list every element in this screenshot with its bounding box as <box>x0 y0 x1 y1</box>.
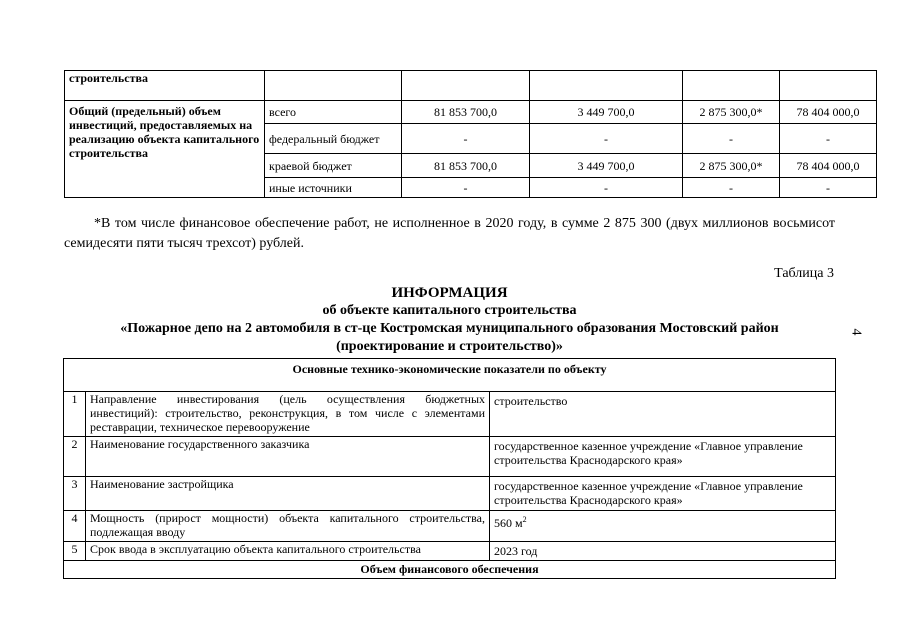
info-title: ИНФОРМАЦИЯ <box>391 285 508 301</box>
financing-main-label: Общий (предельный) объем инвестиций, предоставляемых на реализацию объекта капитального строительства <box>65 101 265 198</box>
row-value: государственное казенное учреждение «Главное управление строительства Краснодарского края» <box>490 477 836 511</box>
info-object-name: «Пожарное депо на 2 автомобиля в ст-це Костромская муниципального образования Мостовский район <box>120 321 779 336</box>
row-number: 2 <box>64 437 86 477</box>
footnote <box>64 214 835 254</box>
table-row <box>64 437 836 477</box>
row-name: Срок ввода в эксплуатацию объекта капитального строительства <box>86 542 490 561</box>
indicators-table <box>63 358 836 579</box>
capacity-value: 560 м <box>494 516 523 530</box>
row-name: Направление инвестирования (цель осуществления бюджетных инвестиций): строительство, реконструкция, в том числе с элементами реставрации, техническое перевооружение <box>86 392 490 437</box>
table-cell: - <box>530 124 683 154</box>
row-number: 4 <box>64 511 86 542</box>
row-number: 3 <box>64 477 86 511</box>
financing-table <box>64 70 877 198</box>
info-heading <box>64 284 835 356</box>
table-cell: 81 853 700,0 <box>402 154 530 178</box>
table-cell: - <box>780 178 877 198</box>
table-cell: 81 853 700,0 <box>402 101 530 124</box>
table-row <box>64 477 836 511</box>
table-cell: - <box>683 178 780 198</box>
unit-superscript: 2 <box>522 515 527 524</box>
table-row <box>64 511 836 542</box>
row-name: Наименование застройщика <box>86 477 490 511</box>
source-label: краевой бюджет <box>265 154 402 178</box>
row-name: Мощность (прирост мощности) объекта капитального строительства, подлежащая вводу <box>86 511 490 542</box>
row-number: 5 <box>64 542 86 561</box>
row-value: строительство <box>490 392 836 437</box>
table-cell: - <box>402 124 530 154</box>
row-value: государственное казенное учреждение «Главное управление строительства Краснодарского края» <box>490 437 836 477</box>
table-cell: - <box>683 124 780 154</box>
table-cell: 2 875 300,0* <box>683 101 780 124</box>
table-cell: - <box>780 124 877 154</box>
table-cell: 3 449 700,0 <box>530 154 683 178</box>
table-cell: 2 875 300,0* <box>683 154 780 178</box>
row-value: 2023 год <box>490 542 836 561</box>
table-cell: - <box>530 178 683 198</box>
info-subtitle: об объекте капитального строительства <box>322 303 577 318</box>
financing-top-label: строительства <box>65 71 265 101</box>
source-label: федеральный бюджет <box>265 124 402 154</box>
footnote-text: *В том числе финансовое обеспечение работ, не исполненное в 2020 году, в сумме 2 875 300 (двух миллионов восьмисот семидесяти пяти тысяч трехсот) рублей. <box>64 216 835 251</box>
table-number: Таблица 3 <box>774 266 834 281</box>
source-label: иные источники <box>265 178 402 198</box>
row-number: 1 <box>64 392 86 437</box>
info-object-name-cont: (проектирование и строительство)» <box>336 339 563 354</box>
table-row <box>64 392 836 437</box>
row-value <box>490 511 836 542</box>
source-label: всего <box>265 101 402 124</box>
table-row <box>64 542 836 561</box>
page-number: 4 <box>848 328 864 336</box>
financing-volume-header: Объем финансового обеспечения <box>64 561 836 579</box>
row-name: Наименование государственного заказчика <box>86 437 490 477</box>
table-cell: 78 404 000,0 <box>780 101 877 124</box>
table-cell: 3 449 700,0 <box>530 101 683 124</box>
indicators-header: Основные технико-экономические показатели по объекту <box>64 359 836 392</box>
table-cell: - <box>402 178 530 198</box>
table-cell: 78 404 000,0 <box>780 154 877 178</box>
